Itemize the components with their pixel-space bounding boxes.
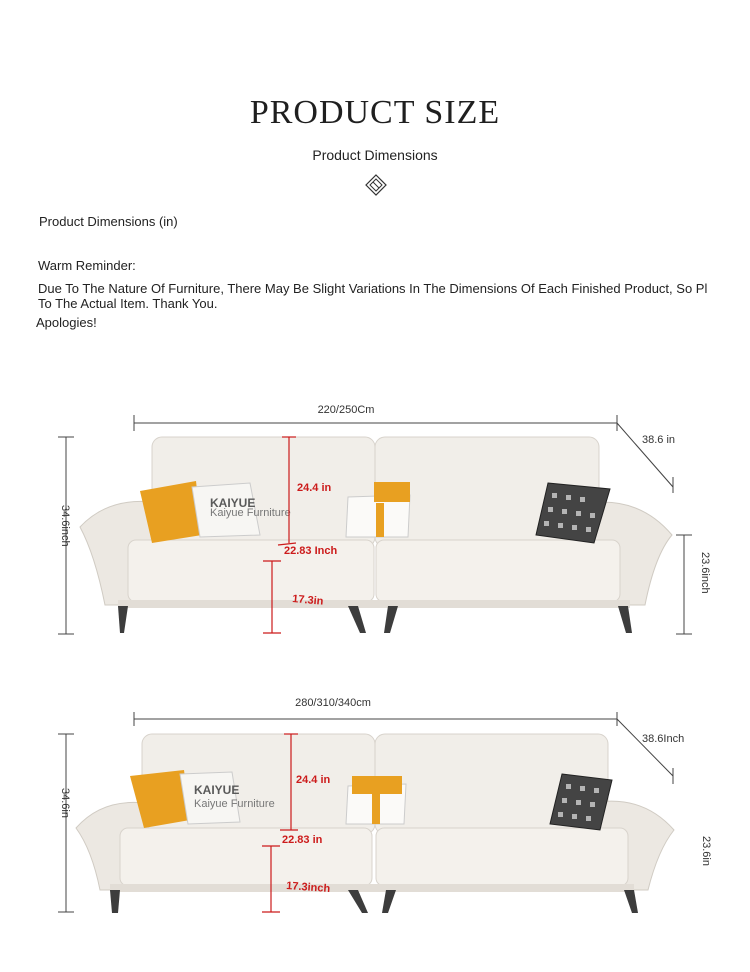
arm-height-label: 23.6inch [699, 552, 711, 594]
depth-label: 38.6 in [642, 434, 676, 446]
reminder-title: Warm Reminder: [38, 258, 136, 273]
seat-depth-label: 22.83 in [282, 834, 323, 846]
height-label: 34.6in [59, 788, 71, 818]
back-height-label: 24.4 in [296, 774, 331, 786]
sofa-diagram-2 [0, 690, 750, 930]
page-subtitle: Product Dimensions [312, 147, 438, 163]
brand-name: Kaiyue Furniture [194, 798, 275, 810]
reminder-text [38, 281, 750, 311]
depth-label: 38.6Inch [642, 733, 685, 745]
page-title: PRODUCT SIZE [249, 94, 501, 131]
dimensions-unit-label: Product Dimensions (in) [39, 214, 178, 229]
seat-height-label: 17.3inch [285, 880, 331, 896]
height-label: 34.6inch [59, 505, 71, 547]
sofa-diagram-1 [0, 395, 750, 645]
sofa-illustration [76, 734, 674, 913]
diamond-icon [364, 173, 388, 197]
reminder-line-1: Due To The Nature Of Furniture, There May Be Slight Variations In The Dimensions Of Each Finished Product, So Pl [38, 281, 708, 296]
width-label: 220/250Cm [317, 404, 375, 416]
back-height-label: 24.4 in [297, 482, 332, 494]
brand-logo: KAIYUE [210, 496, 256, 510]
reminder-line-2: To The Actual Item. Thank You. [38, 296, 218, 311]
arm-height-label: 23.6in [700, 836, 712, 866]
brand-logo: KAIYUE [194, 783, 240, 797]
reminder-apology: Apologies! [36, 315, 97, 330]
brand-name: Kaiyue Furniture [210, 507, 291, 519]
seat-depth-label: 22.83 Inch [284, 545, 338, 557]
sofa-illustration [80, 437, 672, 633]
seat-height-label: 17.3in [291, 593, 324, 608]
depth-line [617, 423, 676, 487]
width-label: 280/310/340cm [295, 697, 371, 709]
depth-line [617, 719, 673, 776]
